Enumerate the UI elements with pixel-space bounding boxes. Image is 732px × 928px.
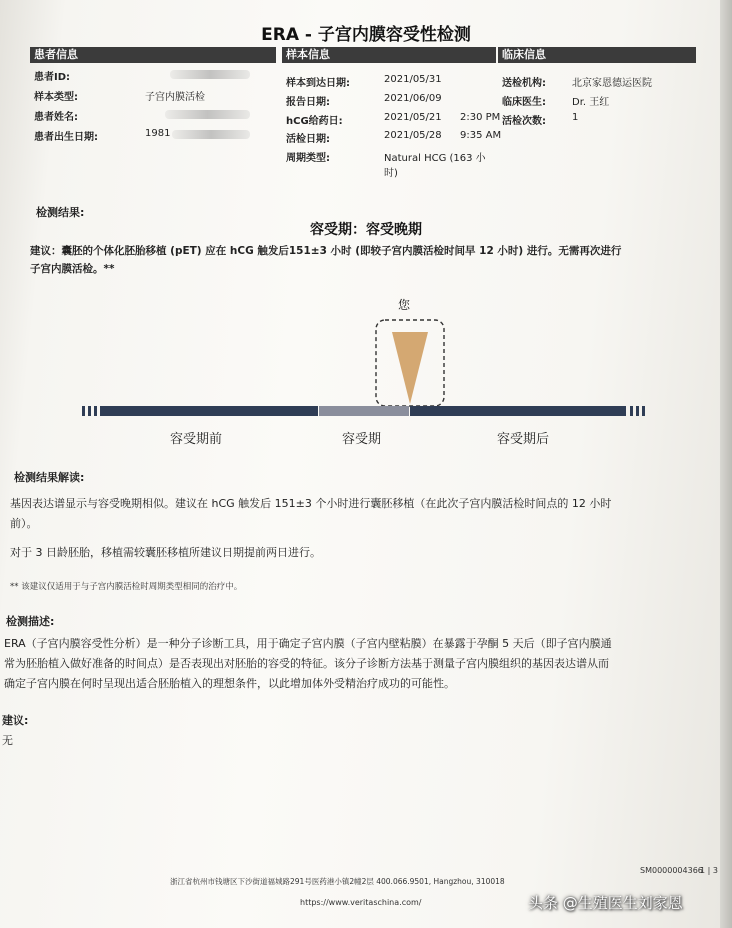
description-line-1: ERA（子宫内膜容受性分析）是一种分子诊断工具，用于确定子宫内膜（子宫内壁粘膜）在暴露于孕酮 5 天后（即子宫内膜通 bbox=[4, 637, 612, 650]
page-number: 1 | 3 bbox=[700, 866, 718, 875]
biopsy-time-value: 9:35 AM bbox=[460, 130, 502, 141]
footer-website: https://www.veritaschina.com/ bbox=[300, 898, 422, 907]
report-date-label: 报告日期: bbox=[286, 97, 330, 108]
description-line-2: 常为胚胎植入做好准备的时间点）是否表现出对胚胎的容受的特征。该分子诊断方法基于测量子宫内膜组织的基因表达谱从而 bbox=[4, 657, 609, 670]
receptivity-status: 容受期：容受晚期 bbox=[310, 222, 422, 238]
redacted-patient-dob bbox=[172, 130, 250, 139]
doctor-value: Dr. 王红 bbox=[572, 97, 610, 108]
cycle-type-label: 周期类型: bbox=[286, 153, 330, 164]
interpretation-note: ** 该建议仅适用于与子宫内膜活检时周期类型相同的治疗中。 bbox=[10, 582, 243, 592]
you-marker-icon bbox=[370, 318, 450, 410]
sample-arrival-value: 2021/05/31 bbox=[384, 74, 442, 85]
post-receptive-label: 容受期后 bbox=[497, 432, 550, 447]
patient-dob-value: 1981 bbox=[145, 128, 171, 139]
source-watermark: 头条 @生殖医生刘家恩 bbox=[528, 894, 683, 912]
patient-name-label: 患者姓名: bbox=[34, 112, 78, 123]
report-title: ERA - 子宫内膜容受性检测 bbox=[261, 25, 471, 45]
hcg-time-value: 2:30 PM bbox=[460, 112, 501, 123]
report-date-value: 2021/06/09 bbox=[384, 93, 442, 104]
biopsy-count-value: 1 bbox=[572, 112, 579, 123]
biopsy-date-label: 活检日期: bbox=[286, 134, 330, 145]
institution-label: 送检机构: bbox=[502, 78, 546, 89]
redacted-patient-id bbox=[170, 70, 250, 79]
advice-line-1: 建议：囊胚的个体化胚胎移植 (pET) 应在 hCG 触发后151±3 小时 (即较子宫内膜活检时间早 12 小时) 进行。无需再次进行 bbox=[30, 245, 622, 257]
receptive-label: 容受期 bbox=[342, 432, 382, 447]
sample-type-value: 子宫内膜活检 bbox=[145, 92, 205, 103]
description-heading: 检测描述: bbox=[6, 615, 55, 628]
document-code: SM0000004366 bbox=[640, 866, 703, 875]
you-marker-label: 您 bbox=[398, 298, 411, 312]
cycle-type-value: Natural HCG (163 小 bbox=[384, 153, 486, 164]
cycle-type-value-cont: 时) bbox=[384, 168, 398, 179]
interpretation-line-1: 基因表达谱显示与容受晚期相似。建议在 hCG 触发后 151±3 个小时进行囊胚移植（在此次子宫内膜活检时间点的 12 小时 bbox=[10, 497, 612, 510]
hcg-date-label: hCG给药日: bbox=[286, 116, 343, 127]
advice-line-2: 子宫内膜活检。** bbox=[30, 263, 115, 275]
recommendation-heading: 建议: bbox=[2, 714, 29, 727]
biopsy-date-value: 2021/05/28 bbox=[384, 130, 442, 141]
clinical-info-header: 临床信息 bbox=[498, 47, 696, 63]
biopsy-count-label: 活检次数: bbox=[502, 116, 546, 127]
patient-info-header: 患者信息 bbox=[30, 47, 276, 63]
sample-info-header: 样本信息 bbox=[282, 47, 496, 63]
pre-receptive-label: 容受期前 bbox=[170, 432, 223, 447]
paper-edge bbox=[720, 0, 732, 928]
result-heading: 检测结果: bbox=[36, 206, 85, 219]
interpretation-heading: 检测结果解读: bbox=[14, 471, 85, 484]
sample-arrival-label: 样本到达日期: bbox=[286, 78, 350, 89]
patient-id-label: 患者ID: bbox=[34, 72, 71, 83]
sample-type-label: 样本类型: bbox=[34, 92, 78, 103]
institution-value: 北京家恩德运医院 bbox=[572, 78, 652, 89]
hcg-date-value: 2021/05/21 bbox=[384, 112, 442, 123]
doctor-label: 临床医生: bbox=[502, 97, 546, 108]
redacted-patient-name bbox=[165, 110, 250, 119]
interpretation-line-2: 前）。 bbox=[10, 517, 38, 530]
footer-address: 浙江省杭州市钱塘区下沙街道福城路291号医药港小镇2幢2层 400.066.9501, Hangzhou, 310018 bbox=[170, 877, 505, 886]
description-line-3: 确定子宫内膜在何时呈现出适合胚胎植入的理想条件，以此增加体外受精治疗成功的可能性。 bbox=[4, 677, 455, 690]
timeline-bar bbox=[82, 404, 662, 418]
recommendation-value: 无 bbox=[2, 734, 13, 747]
patient-dob-label: 患者出生日期: bbox=[34, 132, 98, 143]
interpretation-3day: 对于 3 日龄胚胎，移植需较囊胚移植所建议日期提前两日进行。 bbox=[10, 546, 321, 559]
